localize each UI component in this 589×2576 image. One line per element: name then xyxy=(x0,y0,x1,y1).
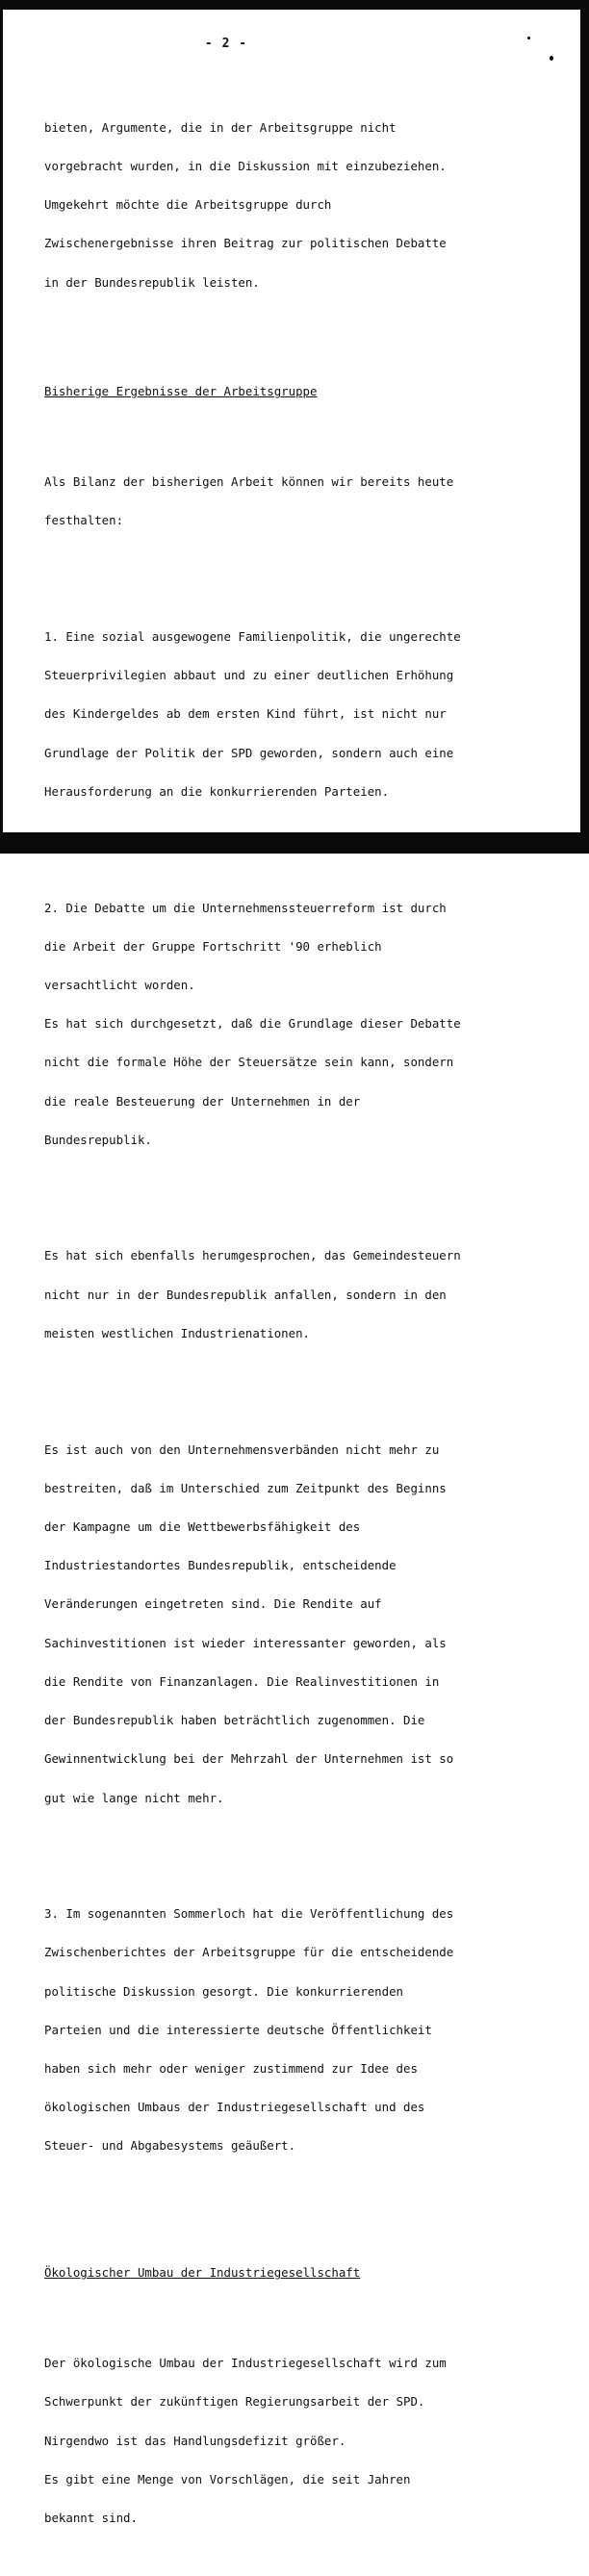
text-line: Umgekehrt möchte die Arbeitsgruppe durch xyxy=(44,197,332,213)
paragraph-unternehmensverbaende xyxy=(44,1417,458,1830)
text-line: versachtlicht worden. xyxy=(44,977,195,992)
text-line: in der Bundesrepublik leisten. xyxy=(44,274,260,290)
text-line: bieten, Argumente, die in der Arbeitsgruppe nicht xyxy=(44,119,397,135)
paragraph-point-1 xyxy=(44,604,461,824)
text-line: nicht nur in der Bundesrepublik anfallen, sondern in den xyxy=(44,1287,447,1302)
text-line: Zwischenergebnisse ihren Beitrag zur politischen Debatte xyxy=(44,236,447,251)
text-line: 2. Die Debatte um die Unternehmenssteuerreform ist durch xyxy=(44,900,447,915)
page-number: - 2 - xyxy=(204,37,248,51)
paragraph-point-3 xyxy=(44,1881,458,2178)
text-line: Herausforderung an die konkurrierenden Parteien. xyxy=(44,783,390,799)
paragraph-gemeindesteuern xyxy=(44,1224,461,1365)
text-line: Grundlage der Politik der SPD geworden, sondern auch eine xyxy=(44,745,454,760)
intro-paragraph xyxy=(44,95,458,315)
text-line: Es gibt eine Menge von Vorschlägen, die seit Jahren xyxy=(44,2471,411,2487)
text-line: Nirgendwo ist das Handlungsdefizit größer. xyxy=(44,2433,346,2448)
text-line: Es ist auch von den Unternehmensverbänden nicht mehr zu xyxy=(44,1441,440,1457)
section-heading-results: Bisherige Ergebnisse der Arbeitsgruppe xyxy=(44,384,318,399)
text-line: die Arbeit der Gruppe Fortschritt '90 erheblich xyxy=(44,938,382,954)
text-line: der Kampagne um die Wettbewerbsfähigkeit des xyxy=(44,1519,361,1534)
text-line: Als Bilanz der bisherigen Arbeit können wir bereits heute xyxy=(44,474,454,490)
text-line: haben sich mehr oder weniger zustimmend zur Idee des xyxy=(44,2061,418,2077)
paragraph-point-2 xyxy=(44,876,461,1172)
text-line: meisten westlichen Industrienationen. xyxy=(44,1325,311,1340)
text-line: Der ökologische Umbau der Industriegesellschaft wird zum xyxy=(44,2356,447,2371)
text-line: Parteien und die interessierte deutsche Öffentlichkeit xyxy=(44,2022,432,2037)
scan-speck xyxy=(550,56,553,61)
text-line: 1. Eine sozial ausgewogene Familienpolitik, die ungerechte xyxy=(44,629,461,645)
scan-speck xyxy=(527,37,530,39)
section-heading-umbau: Ökologischer Umbau der Industriegesellschaft xyxy=(44,2265,361,2281)
paragraph-umbau xyxy=(44,2331,458,2550)
paragraph-bilanz xyxy=(44,449,458,552)
text-line: die Rendite von Finanzanlagen. Die Realinvestitionen in xyxy=(44,1673,440,1689)
text-line: Zwischenberichtes der Arbeitsgruppe für die entscheidende xyxy=(44,1945,454,1960)
text-line: Es hat sich ebenfalls herumgesprochen, das Gemeindesteuern xyxy=(44,1248,461,1263)
text-line: 3. Im sogenannten Sommerloch hat die Veröffentlichung des xyxy=(44,1906,454,1922)
text-line: ökologischen Umbaus der Industriegesellschaft und des xyxy=(44,2100,425,2115)
text-line: bekannt sind. xyxy=(44,2511,138,2526)
text-line: Steuer- und Abgabesystems geäußert. xyxy=(44,2138,296,2154)
text-line: Sachinvestitionen ist wieder interessanter geworden, als xyxy=(44,1635,447,1650)
text-line: Steuerprivilegien abbaut und zu einer deutlichen Erhöhung xyxy=(44,668,454,683)
text-line: gut wie lange nicht mehr. xyxy=(44,1790,224,1805)
scan-border-top xyxy=(0,0,589,10)
text-line: Es hat sich durchgesetzt, daß die Grundlage dieser Debatte xyxy=(44,1016,461,1032)
text-line: Schwerpunkt der zukünftigen Regierungsarbeit der SPD. xyxy=(44,2394,425,2410)
text-line: vorgebracht wurden, in die Diskussion mit einzubeziehen. xyxy=(44,158,447,173)
text-line: festhalten: xyxy=(44,513,124,528)
text-line: nicht die formale Höhe der Steuersätze sein kann, sondern xyxy=(44,1055,454,1070)
scan-border-right xyxy=(580,0,589,854)
text-line: Bundesrepublik. xyxy=(44,1132,152,1147)
scan-border-left xyxy=(0,0,3,854)
text-line: Gewinnentwicklung bei der Mehrzahl der Unternehmen ist so xyxy=(44,1751,454,1767)
text-line: der Bundesrepublik haben beträchtlich zugenommen. Die xyxy=(44,1713,425,1728)
text-line: Industriestandortes Bundesrepublik, entscheidende xyxy=(44,1558,397,1573)
text-line: bestreiten, daß im Unterschied zum Zeitpunkt des Beginns xyxy=(44,1480,447,1495)
text-line: politische Diskussion gesorgt. Die konkurrierenden xyxy=(44,1983,403,1999)
text-line: Veränderungen eingetreten sind. Die Rendite auf xyxy=(44,1596,382,1612)
text-line: des Kindergeldes ab dem ersten Kind führt, ist nicht nur xyxy=(44,706,447,722)
text-line: die reale Besteuerung der Unternehmen in der xyxy=(44,1093,361,1109)
document-body xyxy=(44,69,461,2576)
